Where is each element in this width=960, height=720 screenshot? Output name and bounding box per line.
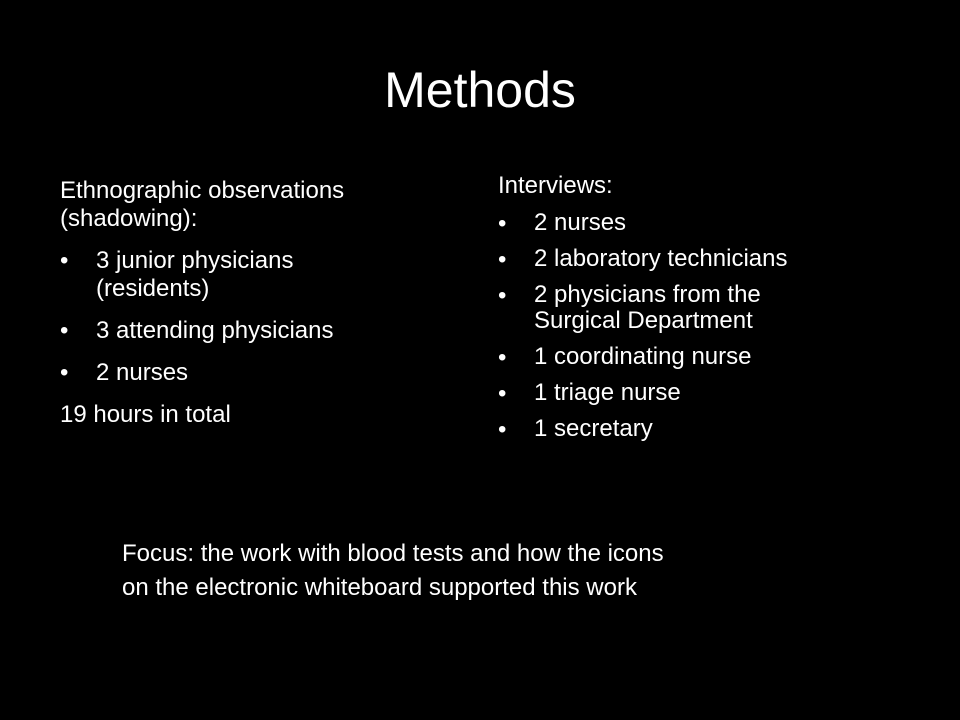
interviews-column xyxy=(498,172,898,452)
focus-line2: on the electronic whiteboard supported this work xyxy=(122,574,637,601)
list-item-label-continued: Surgical Department xyxy=(534,307,753,334)
list-item xyxy=(60,247,440,303)
list-item-label: 1 triage nurse xyxy=(534,379,681,406)
slide-title: Methods xyxy=(384,62,576,118)
list-item xyxy=(60,317,440,345)
bullet-icon: • xyxy=(498,344,507,371)
list-item xyxy=(498,282,898,334)
bullet-icon: • xyxy=(498,282,507,309)
list-item-label: 3 attending physicians xyxy=(96,317,334,344)
observations-total: 19 hours in total xyxy=(60,401,231,428)
list-item-label: 3 junior physicians xyxy=(96,247,294,274)
bullet-icon: • xyxy=(498,210,507,237)
observations-column xyxy=(60,177,440,429)
list-item xyxy=(60,359,440,387)
list-item xyxy=(498,380,898,406)
list-item-label: 2 nurses xyxy=(96,359,189,386)
observations-heading xyxy=(60,177,440,233)
list-item-label: 2 physicians from the xyxy=(534,281,761,308)
list-item-label-continued: (residents) xyxy=(96,275,210,302)
bullet-icon: • xyxy=(498,416,507,443)
focus-statement xyxy=(122,537,822,605)
list-item-label: 2 laboratory technicians xyxy=(534,245,788,272)
interviews-heading: Interviews: xyxy=(498,172,613,199)
list-item xyxy=(498,246,898,272)
bullet-icon: • xyxy=(60,317,69,344)
interviews-list xyxy=(498,210,898,442)
observations-heading-line2: (shadowing): xyxy=(60,205,198,232)
bullet-icon: • xyxy=(498,380,507,407)
bullet-icon: • xyxy=(498,246,507,273)
observations-list xyxy=(60,247,440,387)
list-item-label: 1 coordinating nurse xyxy=(534,343,752,370)
list-item xyxy=(498,416,898,442)
focus-line1: Focus: the work with blood tests and how the icons xyxy=(122,540,664,567)
list-item xyxy=(498,344,898,370)
bullet-icon: • xyxy=(60,247,69,274)
observations-heading-line1: Ethnographic observations xyxy=(60,177,345,204)
list-item-label: 2 nurses xyxy=(534,209,627,236)
list-item xyxy=(498,210,898,236)
list-item-label: 1 secretary xyxy=(534,415,653,442)
bullet-icon: • xyxy=(60,359,69,386)
